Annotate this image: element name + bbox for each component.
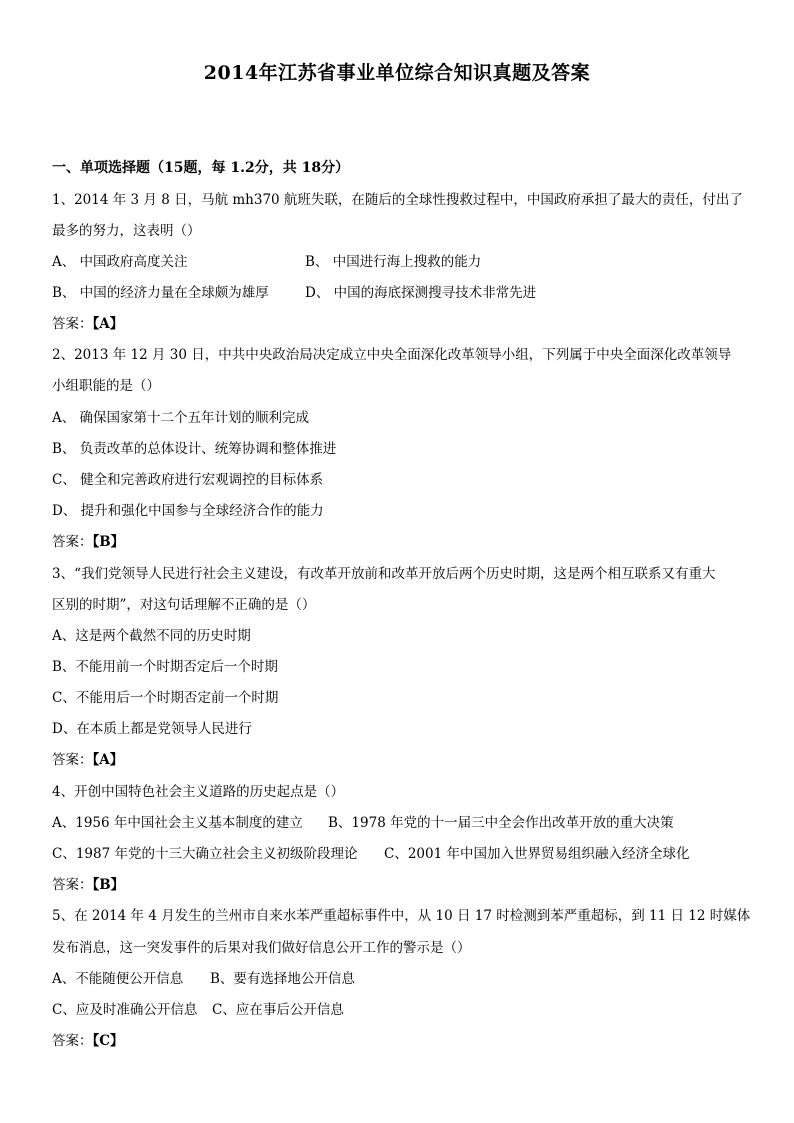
answer-value: 【A】 xyxy=(92,752,124,768)
question-5-stem-line-2: 发布消息，这一突发事件的后果对我们做好信息公开工作的警示是（） xyxy=(52,940,471,956)
answer-value: 【A】 xyxy=(92,316,124,332)
question-3-option-c: C、不能用后一个时期否定前一个时期 xyxy=(52,690,279,706)
answer-value: 【B】 xyxy=(92,534,125,550)
question-1-stem-line-2: 最多的努力，这表明（） xyxy=(52,223,201,239)
answer-label: 答案： xyxy=(52,877,93,893)
question-2-answer xyxy=(52,533,124,551)
question-4-answer xyxy=(52,876,124,894)
question-2-option-a: A、 确保国家第十二个五年计划的顺利完成 xyxy=(52,410,310,426)
question-2-stem-line-1: 2、2013 年 12 月 30 日，中共中央政治局决定成立中央全面深化改革领导小组，下列属于中央全面深化改革领导 xyxy=(52,347,732,363)
question-3-option-a: A、这是两个截然不同的历史时期 xyxy=(52,628,251,644)
question-5-option-a: A、不能随便公开信息 xyxy=(52,971,184,987)
question-4-stem-line-1: 4、开创中国特色社会主义道路的历史起点是（） xyxy=(52,784,345,800)
question-1-option-d: D、 中国的海底探测搜寻技术非常先进 xyxy=(305,285,537,301)
question-5-option-c: C、应及时准确公开信息 xyxy=(52,1002,198,1018)
question-5-option-b: B、要有选择地公开信息 xyxy=(210,971,355,987)
question-3-option-d: D、在本质上都是党领导人民进行 xyxy=(52,721,252,737)
question-1-option-c: B、 中国的经济力量在全球颇为雄厚 xyxy=(52,285,269,301)
question-2-option-b: B、 负责改革的总体设计、统筹协调和整体推进 xyxy=(52,441,337,457)
question-1-option-b: B、 中国进行海上搜救的能力 xyxy=(305,254,482,270)
question-3-option-b: B、不能用前一个时期否定后一个时期 xyxy=(52,659,278,675)
question-1-option-a: A、 中国政府高度关注 xyxy=(52,254,188,270)
answer-value: 【C】 xyxy=(92,1033,124,1049)
answer-label: 答案： xyxy=(52,752,93,768)
question-2-option-c: C、 健全和完善政府进行宏观调控的目标体系 xyxy=(52,472,324,488)
question-4-option-d: C、2001 年中国加入世界贸易组织融入经济全球化 xyxy=(384,846,690,862)
question-5-option-d: C、应在事后公开信息 xyxy=(212,1002,344,1018)
section-heading: 一、单项选择题（15题，每 1.2分，共 18分） xyxy=(52,160,350,176)
question-4-option-c: C、1987 年党的十三大确立社会主义初级阶段理论 xyxy=(52,846,358,862)
question-2-stem-line-2: 小组职能的是（） xyxy=(52,378,160,394)
answer-label: 答案： xyxy=(52,534,93,550)
question-5-stem-line-1: 5、在 2014 年 4 月发生的兰州市自来水苯严重超标事件中，从 10 日 17 时检测到苯严重超标，到 11 日 12 时媒体 xyxy=(52,908,751,924)
question-3-stem-line-1: 3、“我们党领导人民进行社会主义建设，有改革开放前和改革开放后两个历史时期，这是两个相互联系又有重大 xyxy=(52,566,716,582)
question-3-answer xyxy=(52,751,123,769)
question-2-option-d: D、 提升和强化中国参与全球经济合作的能力 xyxy=(52,503,324,519)
answer-label: 答案： xyxy=(52,316,93,332)
answer-value: 【B】 xyxy=(92,877,125,893)
question-4-option-a: A、1956 年中国社会主义基本制度的建立 xyxy=(52,815,303,831)
question-4-option-b: B、1978 年党的十一届三中全会作出改革开放的重大决策 xyxy=(328,815,674,831)
question-3-stem-line-2: 区别的时期”，对这句话理解不正确的是（） xyxy=(52,597,316,613)
question-1-answer xyxy=(52,315,123,333)
document-title: 2014年江苏省事业单位综合知识真题及答案 xyxy=(203,62,591,84)
answer-label: 答案： xyxy=(52,1033,93,1049)
question-5-answer xyxy=(52,1032,124,1050)
question-1-stem-line-1: 1、2014 年 3 月 8 日，马航 mh370 航班失联，在随后的全球性搜救过程中，中国政府承担了最大的责任，付出了 xyxy=(52,192,743,208)
